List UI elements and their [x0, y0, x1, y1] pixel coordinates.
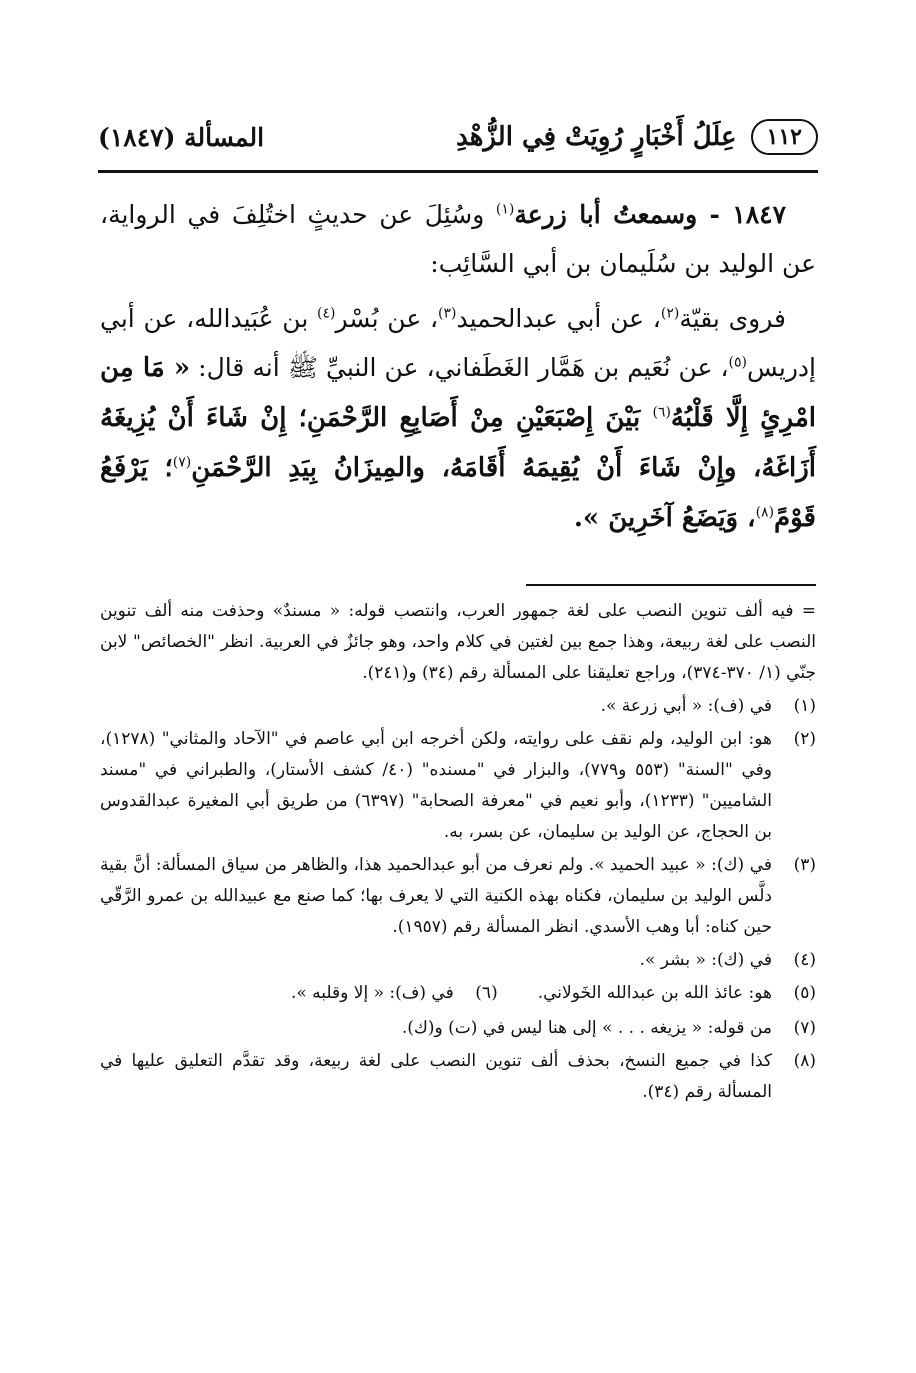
chain-text-c: ، عن بُسْر [335, 304, 439, 333]
footnote-text: في (ف): « إلا وقلبه ». [290, 983, 454, 1003]
hadith-text-d: ، وَيَضَعُ آخَرِينَ ». [573, 503, 756, 533]
intro-text: وسُئِلَ عن حديثٍ اختُلِفَ في الرواية، عن الوليد بن سُلَيمان بن أبي السَّائِب: [100, 200, 816, 278]
book-title: عِلَلُ أَخْبَارٍ رُوِيَتْ فِي الزُّهْدِ [456, 122, 737, 152]
paragraph-chain [100, 294, 816, 543]
hadith-text-c: ؛ يَرْفَعُ قَوْمً [100, 453, 816, 533]
footnote-row-5-6 [100, 978, 816, 1011]
chain-text-b: ، عن أبي عبدالحميد [456, 304, 661, 333]
chain-text-e: ، عن نُعَيم بن هَمَّار الغَطَفاني، عن النبيِّ ﷺ أنه قال: [190, 353, 729, 382]
footnotes [100, 596, 816, 1110]
footnote-ref-4: (٤) [317, 305, 336, 322]
footnote-text: كذا في جميع النسخ، بحذف ألف تنوين النصب على لغة ربيعة، وقد تقدَّم التعليق عليها في المسألة رقم (٣٤). [100, 1051, 772, 1102]
footnote-item [100, 850, 816, 943]
hadith-text-b: بَيْنَ إِصْبَعَيْنِ مِنْ أَصَابِعِ الرَّحْمَنِ؛ إِنْ شَاءَ أَنْ يُزِيغَهُ أَزَاغَهُ، وإِنْ شَاءَ أَنْ يُقِيمَهُ أَقَامَهُ، والمِيزَانُ بِيَدِ الرَّحْمَنِ [100, 403, 816, 483]
issue-number-text: ١٨٤٧ - وسمعتُ أبا زرعة [514, 200, 786, 229]
footnote-ref-5: (٥) [728, 354, 748, 371]
footnote-mark: (٣) [793, 855, 816, 875]
footnote-mark: (٤) [793, 950, 816, 970]
footnote-mark: (١) [793, 696, 816, 716]
issue-label: المسألة (١٨٤٧) [98, 122, 265, 152]
footnote-ref-1: (١) [495, 201, 515, 218]
chain-text-d: بن عُبَيدالله، عن أبي إدريس [100, 304, 816, 382]
footnote-mark: (٥) [793, 983, 816, 1003]
chain-text-a: فروى بقيّة [679, 304, 786, 333]
footnote-mark: (٨) [793, 1051, 816, 1071]
footnote-item-7 [100, 1013, 816, 1044]
hadith-text-a: « مَا مِن امْرِئٍ إِلَّا قَلْبُهُ [100, 353, 817, 433]
footnote-item-8 [100, 1046, 816, 1108]
footnote-item [100, 724, 816, 848]
footnote-mark: (٧) [793, 1018, 816, 1038]
main-text [100, 190, 816, 549]
footnote-item-6 [291, 978, 498, 1009]
footnote-item [100, 691, 816, 722]
footnote-item-4 [100, 945, 816, 976]
footnote-divider [526, 584, 816, 586]
header-title-group [456, 119, 818, 155]
footnote-text: في (ك): « بشر ». [639, 950, 772, 970]
footnote-text: هو: ابن الوليد، ولم نقف على روايته، ولكن أخرجه ابن أبي عاصم في "الآحاد والمثاني" (١٢٧٨)، وفي "السنة" (٥٥٣ و٧٧٩)، والبزار في "مسنده" (٤٠/ كشف الأستار)، والطبراني في "مسند الشاميين" (١٢٣٣)، وأبو نعيم في "معرفة الصحابة" (٦٣٩٧) من طريق أبي المغيرة عبدالقدوس بن الحجاج، عن الوليد بن سليمان، عن بسر، به. [100, 729, 772, 842]
footnote-text: هو: عائذ الله بن عبدالله الخَولاني. [537, 983, 772, 1003]
footnote-text: من قوله: « يزيغه . . . » إلى هنا ليس في (ت) و(ك). [401, 1018, 772, 1038]
page-number: ١١٢ [751, 119, 818, 155]
footnote-ref-3: (٣) [438, 305, 457, 322]
footnote-ref-2: (٢) [660, 305, 680, 322]
footnote-continuation: = فيه ألف تنوين النصب على لغة جمهور العرب، وانتصب قوله: « مسندٌ» وحذفت منه ألف تنوين النصب على لغة ربيعة، وهذا جمع بين لغتين في كلام واحد، وهو جائزٌ في العربية. انظر "الخصائص" لابن جنّي (١/ ٣٧٠-٣٧٤)، وراجع تعليقنا على المسألة رقم (٣٤) و(٢٤١). [100, 601, 816, 683]
footnote-ref-8: (٨) [755, 504, 775, 521]
footnote-ref-7: (٧) [172, 454, 192, 471]
footnote-ref-6: (٦) [652, 404, 671, 421]
header-divider [98, 170, 818, 173]
footnote-text: في (ف): « أبي زرعة ». [600, 696, 772, 716]
footnote-item-5 [538, 978, 816, 1009]
footnote-mark: (٢) [793, 729, 816, 749]
page-header [98, 112, 818, 162]
footnote-mark: (٦) [475, 983, 498, 1003]
footnote-text: في (ك): « عبيد الحميد ». ولم نعرف من أبو عبدالحميد هذا، والظاهر من سياق المسألة: أنَّ بقية دلَّس الوليد بن سليمان، فكناه بهذه الكنية التي لا يعرف بها؛ كما صنع مع عبيدالله بن عمرو الرَّقّي حين كناه: أبا وهب الأسدي. انظر المسألة رقم (١٩٥٧). [100, 855, 772, 937]
paragraph-intro [100, 190, 816, 288]
